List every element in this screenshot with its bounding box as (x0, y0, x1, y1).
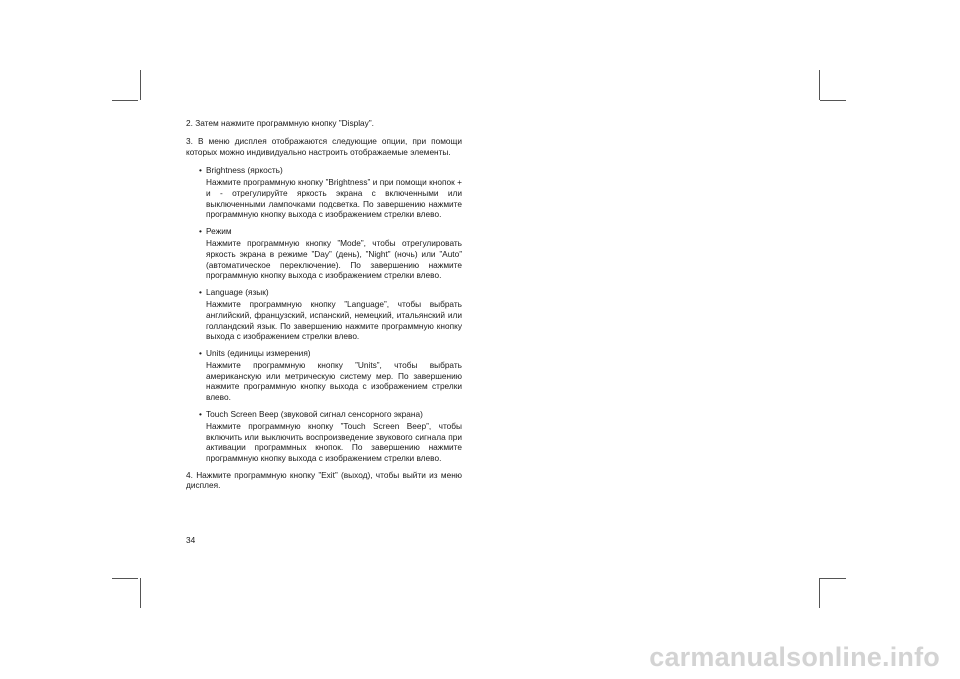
crop-mark-bottom-left-horizontal (112, 578, 138, 579)
option-touch-screen-beep (186, 409, 462, 464)
step-3-text: 3. В меню дисплея отображаются следующие опции, при помощи которых можно индивидуально настроить отображаемые элементы. (186, 136, 462, 157)
option-title: Brightness (яркость) (206, 164, 283, 175)
option-mode (186, 226, 462, 281)
option-title: Touch Screen Beep (звуковой сигнал сенсорного экрана) (206, 408, 423, 419)
bullet-icon: • (199, 347, 202, 358)
crop-mark-bottom-right-horizontal (820, 578, 846, 579)
crop-mark-top-right-vertical (819, 70, 820, 100)
option-title: Language (язык) (206, 286, 269, 297)
step-2-text: 2. Затем нажмите программную кнопку ”Display”. (186, 118, 374, 128)
bullet-icon: • (199, 408, 202, 419)
option-description: Нажмите программную кнопку ”Touch Screen Beep”, чтобы включить или выключить воспроизведение звукового сигнала при активации программных кнопок. По завершению нажмите программную кнопку выхода с изображением стрелки влево. (206, 421, 462, 464)
crop-mark-bottom-left-vertical (140, 578, 141, 608)
option-title: Режим (206, 225, 232, 236)
step-4-text: 4. Нажмите программную кнопку ”Exit” (выход), чтобы выйти из меню дисплея. (186, 469, 462, 491)
manual-page-content (186, 118, 462, 498)
option-language (186, 287, 462, 342)
bullet-icon: • (199, 286, 202, 297)
option-title: Units (единицы измерения) (206, 347, 311, 358)
watermark: carmanualsonline.info (649, 642, 940, 672)
crop-mark-bottom-right-vertical (819, 578, 820, 608)
option-description: Нажмите программную кнопку ”Units”, чтобы выбрать американскую или метрическую систему мер. По завершению нажмите программную кнопку выхода с изображением стрелки влево. (206, 360, 462, 403)
option-description: Нажмите программную кнопку ”Mode”, чтобы отрегулировать яркость экрана в режиме ”Day” (день), ”Night” (ночь) или ”Auto” (автоматическое переключение). По завершению нажмите программную кнопку выхода с изображением стрелки влево. (206, 238, 462, 281)
bullet-icon: • (199, 225, 202, 236)
crop-mark-top-left-horizontal (112, 100, 138, 101)
option-units (186, 348, 462, 403)
crop-mark-top-left-vertical (140, 70, 141, 100)
option-description: Нажмите программную кнопку ”Brightness” и при помощи кнопок + и - отрегулируйте яркость экрана с включенными или выключенными лампочками подсветка. По завершению нажмите программную кнопку выхода с изображением стрелки влево. (206, 177, 462, 220)
page-number: 34 (186, 535, 196, 545)
bullet-icon: • (199, 164, 202, 175)
option-description: Нажмите программную кнопку ”Language”, чтобы выбрать английский, французский, испанский, немецкий, итальянский или голландский язык. По завершению нажмите программную кнопку выхода с изображением стрелки влево. (206, 299, 462, 342)
option-brightness (186, 165, 462, 220)
crop-mark-top-right-horizontal (820, 100, 846, 101)
